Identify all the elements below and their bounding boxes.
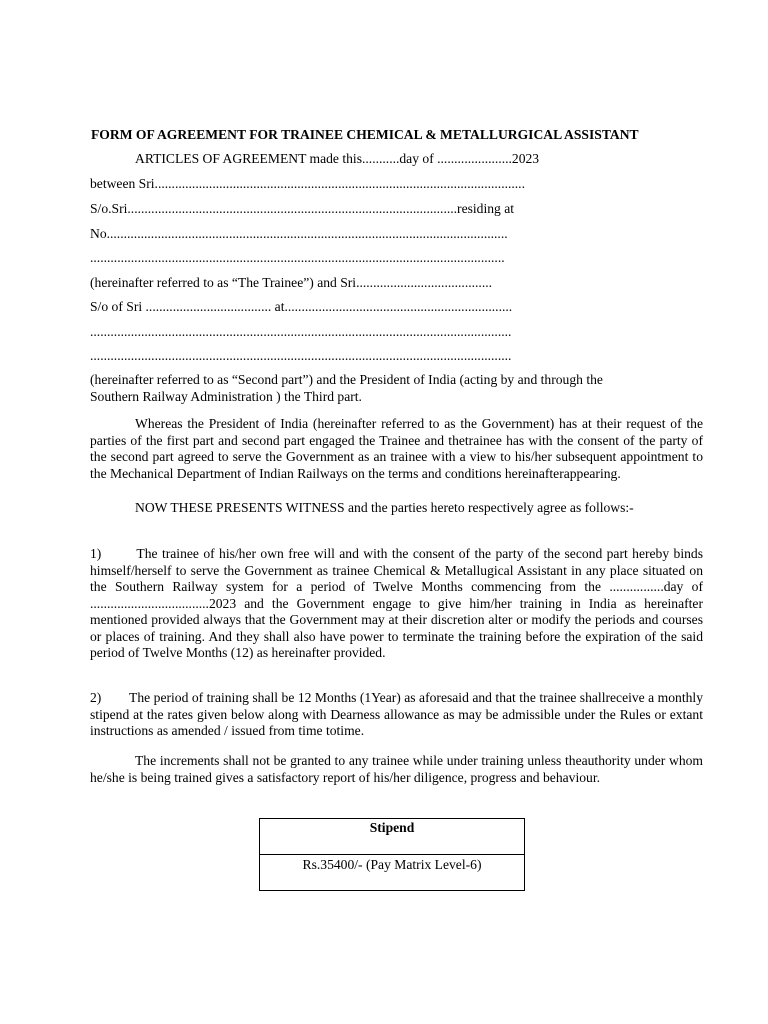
address-line: No...................................................................................................................... [90,226,508,241]
between-line: between Sri............................................................................................................. [90,176,525,191]
stipend-table [259,818,525,891]
document-title: FORM OF AGREEMENT FOR TRAINEE CHEMICAL & METALLURGICAL ASSISTANT [91,127,639,142]
second-party-address-line: ............................................................................................................................ [90,324,512,339]
stipend-value-cell: Rs.35400/- (Pay Matrix Level-6) [260,855,525,891]
son-of-line: S/o.Sri.................................................................................................residing at [90,201,515,216]
address-continuation-line: .......................................................................................................................... [90,250,505,265]
second-party-line: S/o of Sri ..................................... at................................................................... [90,299,513,314]
trainee-reference-line: (hereinafter referred to as “The Trainee”) and Sri........................................ [90,275,493,290]
articles-line: ARTICLES OF AGREEMENT made this...........day of ......................2023 [135,151,540,166]
stipend-header-cell: Stipend [260,819,525,855]
clause-2-paragraph: 2) The period of training shall be 12 Months (1Year) as aforesaid and that the trainee shallreceive a monthly stipend at the rates given below along with Dearness allowance as may be admissible under the Rules or extant instructions as amended / issued from time totime. [90,690,703,738]
second-part-paragraph: (hereinafter referred to as “Second part”) and the President of India (acting by and through the Southern Railway Administration ) the Third part. [90,372,603,404]
increments-paragraph: The increments shall not be granted to any trainee while under training unless theauthority under whom he/she is being trained gives a satisfactory report of his/her diligence, progress and behaviour. [90,753,703,785]
witness-paragraph: NOW THESE PRESENTS WITNESS and the parties hereto respectively agree as follows:- [135,500,634,515]
second-party-address-continuation-line: ............................................................................................................................ [90,348,512,363]
clause-1-paragraph: 1) The trainee of his/her own free will and with the consent of the party of the second part hereby binds himself/herself to serve the Government as trainee Chemical & Metallugical Assistant in any place situated on the Southern Railway system for a period of Twelve Months commencing from the ................day of ...................................2023 and the Government engage to give him/her training in India as hereinafter mentioned provided always that the Government may at their discretion alter or modify the periods and courses or places of training. And they shall also have power to terminate the training before the expiration of the said period of Twelve Months (12) as hereinafter provided. [90,546,703,660]
whereas-paragraph: Whereas the President of India (hereinafter referred to as the Government) has at their request of the parties of the first part and second part engaged the Trainee and thetrainee has with the consent of the party of the second part agreed to serve the Government as an trainee with a view to his/her subsequent appointment to the Mechanical Department of Indian Railways on the terms and conditions hereinafterappearing. [90,416,703,481]
